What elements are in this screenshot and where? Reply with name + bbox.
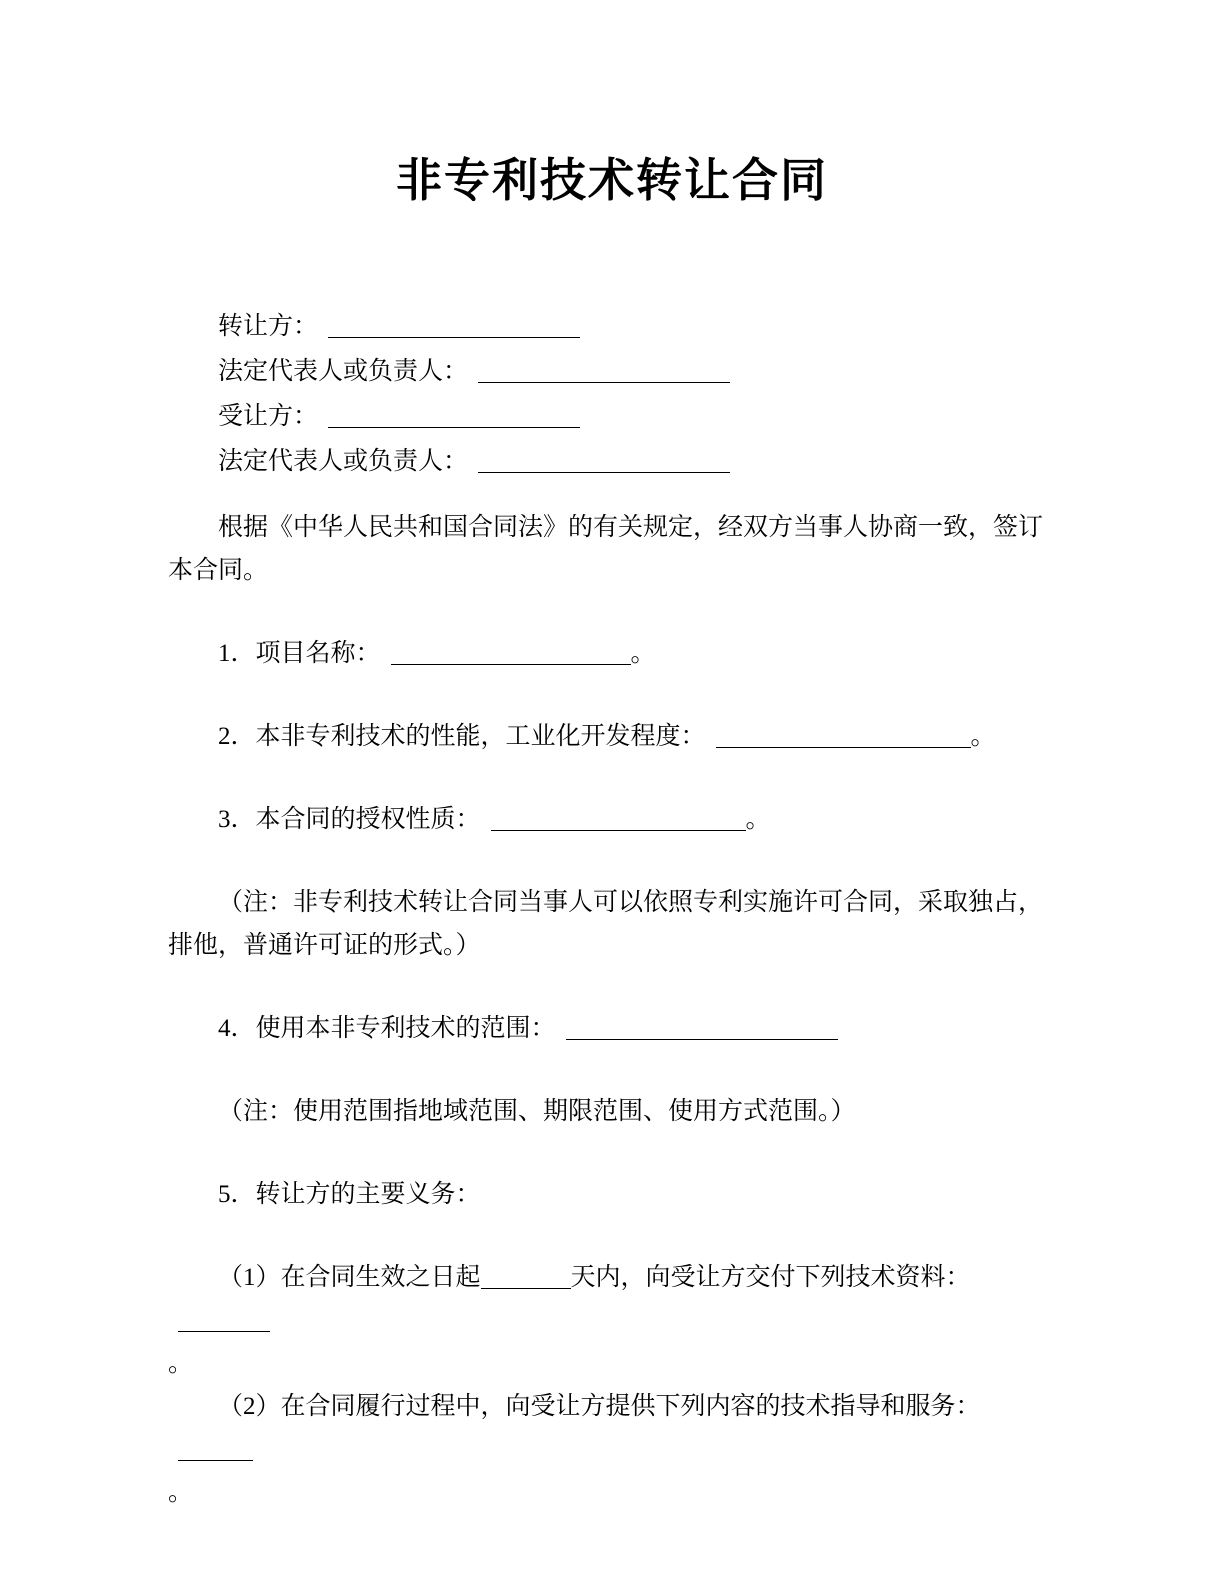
party-blank-transferor (328, 337, 580, 338)
party-line-transferee (168, 394, 1056, 439)
party-blank-transferee (328, 427, 580, 428)
clause-sub1-wrap-period: 。 (168, 1350, 194, 1377)
clause-sub2-blank (178, 1460, 253, 1461)
clause-sub1-prefix: （1）在合同生效之日起 (218, 1264, 481, 1291)
clause-sub1-blank-days (481, 1288, 571, 1289)
obligations-sub-block (168, 1256, 1056, 1514)
party-blank-transferee-rep (478, 472, 730, 473)
clause-sub2-prefix: （2）在合同履行过程中，向受让方提供下列内容的技术指导和服务： (218, 1393, 981, 1420)
party-block (168, 304, 1056, 484)
clause-item5: 5．转让方的主要义务： (218, 1181, 481, 1208)
clause-item4 (168, 1007, 1056, 1050)
clause-item1-period: 。 (630, 640, 656, 667)
clause-sub1 (168, 1256, 1056, 1342)
party-line-transferor-rep (168, 349, 1056, 394)
clause-sub2 (168, 1385, 1056, 1471)
clause-item2-blank (716, 747, 971, 748)
clause-item1-label: 1．项目名称： (218, 640, 381, 667)
clause-item2-period: 。 (970, 723, 996, 750)
clause-note2: （注：使用范围指地域范围、期限范围、使用方式范围。） (218, 1098, 856, 1125)
clause-item3-blank (491, 830, 746, 831)
clause-note1: （注：非专利技术转让合同当事人可以依照专利实施许可合同，采取独占，排他，普通许可证的形式。） (168, 889, 1044, 959)
clause-item4-label: 4．使用本非专利技术的范围： (218, 1015, 556, 1042)
party-label-transferor-rep: 法定代表人或负责人： (218, 358, 469, 385)
clause-item3-label: 3．本合同的授权性质： (218, 806, 481, 833)
clause-item2-label: 2．本非专利技术的性能，工业化开发程度： (218, 723, 706, 750)
clause-sub1-middle: 天内，向受让方交付下列技术资料： (570, 1264, 971, 1291)
clause-sub1-blank-materials (178, 1331, 270, 1332)
clause-item3 (168, 798, 1056, 841)
preamble-paragraph: 根据《中华人民共和国合同法》的有关规定，经双方当事人协商一致，签订本合同。 (168, 514, 1044, 584)
party-label-transferee: 受让方： (218, 403, 319, 430)
clause-item4-blank (566, 1039, 838, 1040)
party-line-transferee-rep (168, 439, 1056, 484)
document-title: 非专利技术转让合同 (396, 154, 828, 206)
clause-item2 (168, 715, 1056, 758)
clause-item3-period: 。 (745, 806, 771, 833)
party-label-transferor: 转让方： (218, 313, 319, 340)
party-line-transferor (168, 304, 1056, 349)
clause-item1-blank (391, 664, 631, 665)
party-blank-transferor-rep (478, 382, 730, 383)
clause-item1 (168, 632, 1056, 675)
party-label-transferee-rep: 法定代表人或负责人： (218, 448, 469, 475)
clause-sub2-wrap-period: 。 (168, 1479, 194, 1506)
